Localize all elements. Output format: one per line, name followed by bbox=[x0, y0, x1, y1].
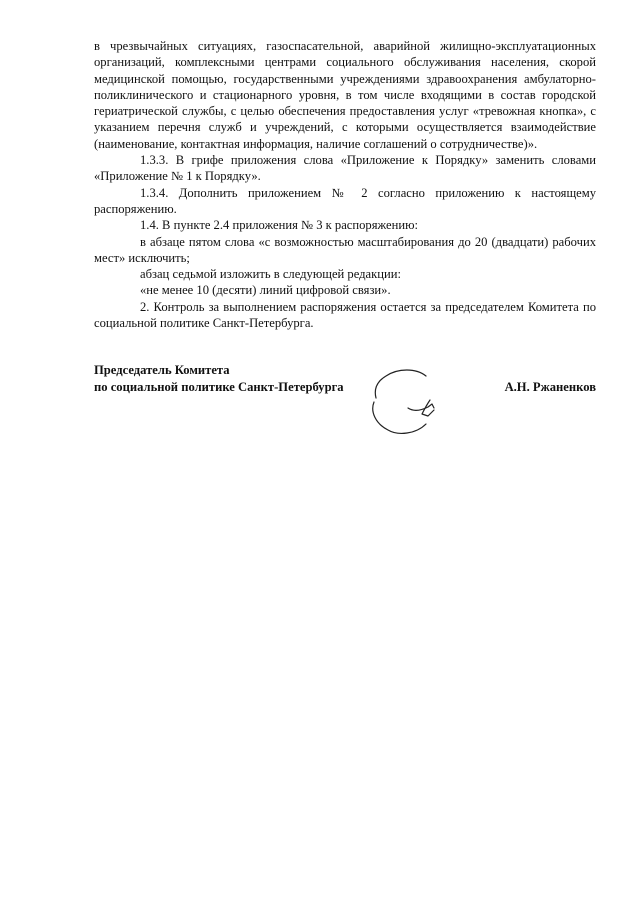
signatory-title bbox=[94, 362, 344, 395]
paragraph-abzac-7: абзац седьмой изложить в следующей редакции: bbox=[140, 267, 401, 282]
paragraph-2-control: 2. Контроль за выполнением распоряжения остается за председателем Комитета по социальной политике Санкт-Петербурга. bbox=[94, 299, 596, 331]
paragraph-continuation: в чрезвычайных ситуациях, газоспасательной, аварийной жилищно-эксплуатационных организаций, комплексными центрами социального обслуживания населения, скорой медицинской помощью, государственными учреждениями здравоохранения амбулаторно-поликлинического и стационарного уровня, в том числе входящими в состав городской гериатрической службы, с целью обеспечения предоставления услуг «тревожная кнопка», с указанием перечня служб и учреждений, с которыми осуществляется взаимодействие (наименование, контактная информация, наличие соглашений о сотрудничестве)». bbox=[94, 39, 596, 151]
paragraph-1-3-3: 1.3.3. В грифе приложения слова «Приложение к Порядку» заменить словами «Приложение № 1 к Порядку». bbox=[94, 153, 596, 184]
paragraph-new-wording: «не менее 10 (десяти) линий цифровой связи». bbox=[140, 283, 391, 298]
signatory-title-line-1: Председатель Комитета bbox=[94, 363, 230, 377]
paragraph-abzac-5: в абзаце пятом слова «с возможностью масштабирования до 20 (двадцати) рабочих мест» исключить; bbox=[94, 234, 596, 265]
paragraph-1-3-4: 1.3.4. Дополнить приложением № 2 согласно приложению к настоящему распоряжению. bbox=[94, 185, 596, 216]
document-body bbox=[94, 38, 596, 331]
signature-block bbox=[94, 362, 596, 442]
signatory-name: А.Н. Ржаненков bbox=[504, 379, 596, 394]
paragraph-1-4: 1.4. В пункте 2.4 приложения № 3 к распоряжению: bbox=[140, 218, 419, 233]
handwritten-signature bbox=[364, 364, 456, 436]
signatory-title-line-2: по социальной политике Санкт-Петербурга bbox=[94, 379, 344, 394]
